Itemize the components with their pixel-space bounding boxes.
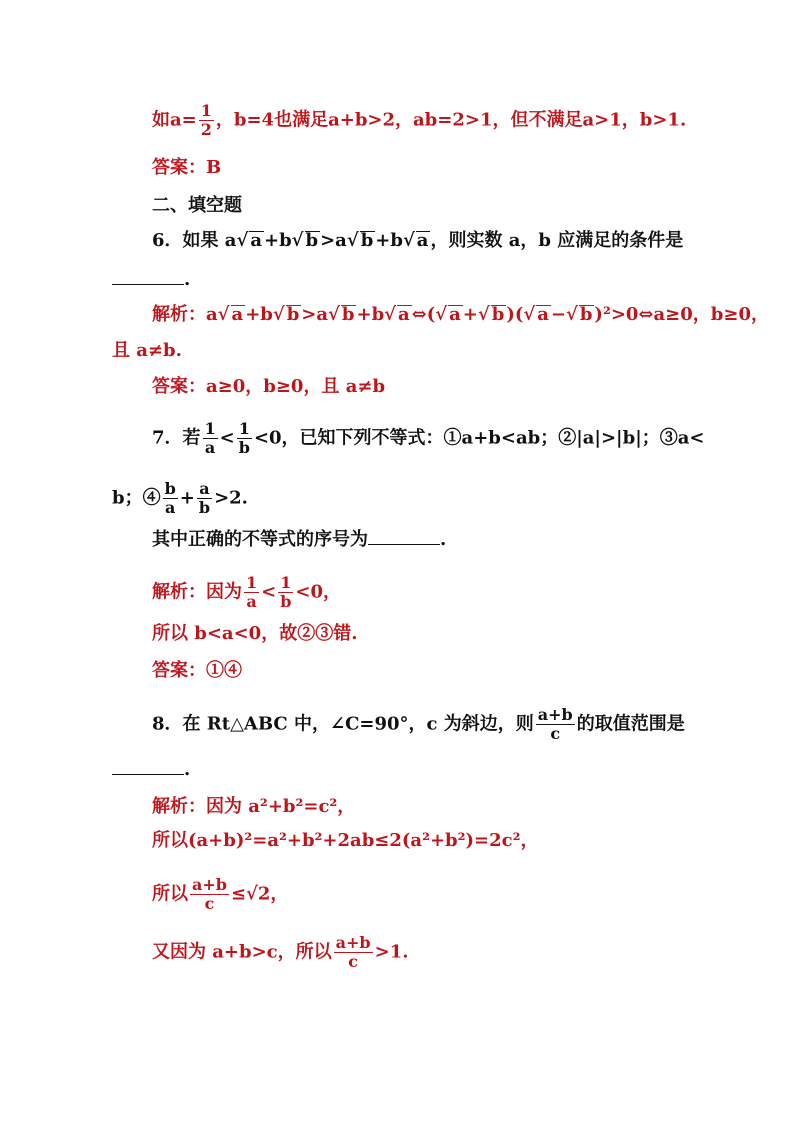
fraction-numerator: a+b	[335, 933, 371, 952]
answer-blank	[368, 528, 440, 545]
answer-5	[152, 157, 221, 179]
question-6-blank-line	[112, 268, 190, 291]
s6-text: )²>0⇔a≥0，b≥0，	[594, 304, 769, 325]
fraction-denominator: a	[246, 592, 257, 611]
q7-start: 7．若	[152, 427, 201, 449]
fraction-denominator: c	[550, 724, 561, 743]
fraction	[237, 420, 252, 457]
q7-line2-end: >2.	[214, 487, 248, 509]
answer-label: 答案：	[152, 157, 206, 178]
s8-text: ≤√2，	[230, 883, 289, 905]
answer-value: B	[206, 157, 222, 178]
s6-radicand: b	[579, 304, 593, 325]
q7-end: <0，已知下列不等式：①a+b<ab；②|a|>|b|；③a<	[253, 427, 705, 449]
s6-radicand: a	[449, 304, 461, 325]
q6-operator: +b	[375, 230, 403, 251]
fraction-denominator: b	[280, 592, 292, 611]
solution-8-line3	[152, 876, 288, 913]
radical-sign: √	[328, 304, 340, 325]
s8-line1: 因为 a²+b²=c²，	[206, 796, 356, 817]
s7-end: <0，	[295, 581, 342, 603]
solution-8-line4	[152, 934, 408, 971]
q7-line2-start: b；④	[112, 487, 161, 509]
fraction-numerator: b	[164, 479, 176, 498]
radical-sign: √	[346, 230, 359, 251]
question-7-line1	[152, 420, 705, 457]
radical-sign: √	[565, 304, 578, 325]
fraction-denominator: 2	[200, 120, 212, 139]
radical-sign: √	[384, 304, 396, 325]
s6-text: +	[462, 304, 478, 325]
s6-text: +b	[245, 304, 273, 325]
fraction	[163, 480, 178, 517]
fraction-denominator: b	[198, 498, 211, 517]
q8-start: 8．在 Rt△ABC 中，∠C=90°，c 为斜边，则	[152, 713, 534, 735]
s6-radicand: a	[398, 304, 410, 325]
s6-text: −	[550, 304, 566, 325]
s8-text: 所以	[152, 883, 188, 905]
question-8-blank-line	[112, 758, 190, 781]
s6-text: )(	[506, 304, 524, 325]
fraction	[190, 876, 229, 913]
fraction	[197, 480, 212, 517]
fraction-numerator: a	[197, 480, 212, 499]
solution-5-line	[152, 102, 686, 139]
s6-radicand: b	[286, 304, 300, 325]
s8-text: >1.	[374, 941, 409, 963]
q6-radicand: a	[416, 230, 429, 251]
s6-text: a	[206, 304, 218, 325]
answer-blank	[112, 758, 184, 775]
question-6	[152, 230, 683, 252]
q7-line3-end: .	[440, 529, 447, 550]
radical-sign: √	[272, 304, 285, 325]
question-7-line3	[152, 528, 446, 551]
fraction	[278, 574, 293, 611]
fraction-numerator: 1	[200, 101, 212, 120]
radical-sign: √	[236, 230, 249, 251]
solution-8-line2: 所以(a+b)²=a²+b²+2ab≤2(a²+b²)=2c²，	[152, 830, 539, 851]
solution-6-line2: 且 a≠b.	[112, 340, 182, 361]
radical-sign: √	[402, 230, 415, 251]
q6-radicand: a	[250, 230, 262, 251]
s6-text: ⇔(	[411, 304, 436, 325]
radical-sign: √	[523, 304, 536, 325]
fraction-numerator: a+b	[192, 875, 227, 894]
fraction-one-half	[199, 102, 214, 139]
question-8-line1	[152, 706, 685, 743]
section-title: 二、填空题	[152, 195, 242, 216]
q7-operator: <	[219, 427, 235, 449]
solution-label: 解析：	[152, 304, 206, 325]
fraction	[536, 706, 575, 743]
fraction-numerator: 1	[246, 573, 258, 592]
fraction-numerator: 1	[278, 574, 293, 593]
answer-6	[152, 376, 385, 398]
q8-end: 的取值范围是	[576, 713, 685, 735]
fraction	[334, 934, 373, 971]
answer-value: a≥0，b≥0，且 a≠b	[206, 376, 386, 397]
q6-operator: +b	[263, 230, 292, 251]
radical-sign: √	[435, 304, 448, 325]
radical-sign: √	[477, 304, 490, 325]
radical-sign: √	[217, 304, 230, 325]
answer-blank	[112, 268, 184, 285]
fraction-numerator: 1	[204, 419, 216, 438]
answer-7	[152, 660, 242, 682]
q8-tail: .	[184, 759, 191, 780]
solution-7-line2: 所以 b<a<0，故②③错.	[152, 623, 358, 644]
s6-radicand: b	[341, 304, 355, 325]
solution-label: 解析：	[152, 796, 206, 817]
s6-radicand: b	[491, 304, 505, 325]
q6-radicand: b	[305, 230, 319, 251]
q6-start: 6．如果 a	[152, 230, 237, 251]
solution-7-line1	[152, 574, 341, 611]
fraction	[203, 420, 218, 457]
fraction-numerator: 1	[237, 420, 252, 439]
fraction-denominator: a	[165, 498, 176, 517]
fraction-denominator: b	[238, 438, 250, 457]
radical-sign: √	[291, 230, 304, 251]
s7-text: 因为	[206, 581, 242, 603]
fraction-denominator: c	[204, 894, 215, 913]
solution-5-prefix: 如a=	[152, 109, 197, 131]
s7-operator: <	[261, 581, 277, 603]
fraction-denominator: a	[204, 438, 216, 457]
answer-label: 答案：	[152, 660, 206, 681]
fraction-numerator: a+b	[537, 705, 573, 724]
s6-radicand: a	[231, 304, 244, 325]
solution-8-line1	[152, 796, 355, 818]
s6-text: >a	[301, 304, 329, 325]
solution-6-line1	[152, 304, 769, 326]
solution-label: 解析：	[152, 581, 206, 603]
q6-tail: .	[184, 269, 191, 290]
q6-radicand: b	[360, 230, 374, 251]
fraction	[244, 574, 259, 611]
answer-label: 答案：	[152, 376, 206, 397]
q6-end: ，则实数 a，b 应满足的条件是	[430, 230, 684, 251]
s8-text: 又因为 a+b>c，所以	[152, 941, 332, 963]
solution-5-rest: ，b=4也满足a+b>2，ab=2>1，但不满足a>1，b>1.	[215, 109, 687, 131]
answer-value: ①④	[206, 660, 242, 681]
q6-operator: >a	[320, 230, 347, 251]
question-7-line2	[112, 480, 248, 517]
fraction-denominator: c	[348, 952, 358, 971]
q7-operator: +	[179, 487, 195, 509]
s6-text: +b	[356, 304, 385, 325]
s6-radicand: a	[537, 304, 549, 325]
q7-line3-text: 其中正确的不等式的序号为	[152, 529, 368, 550]
